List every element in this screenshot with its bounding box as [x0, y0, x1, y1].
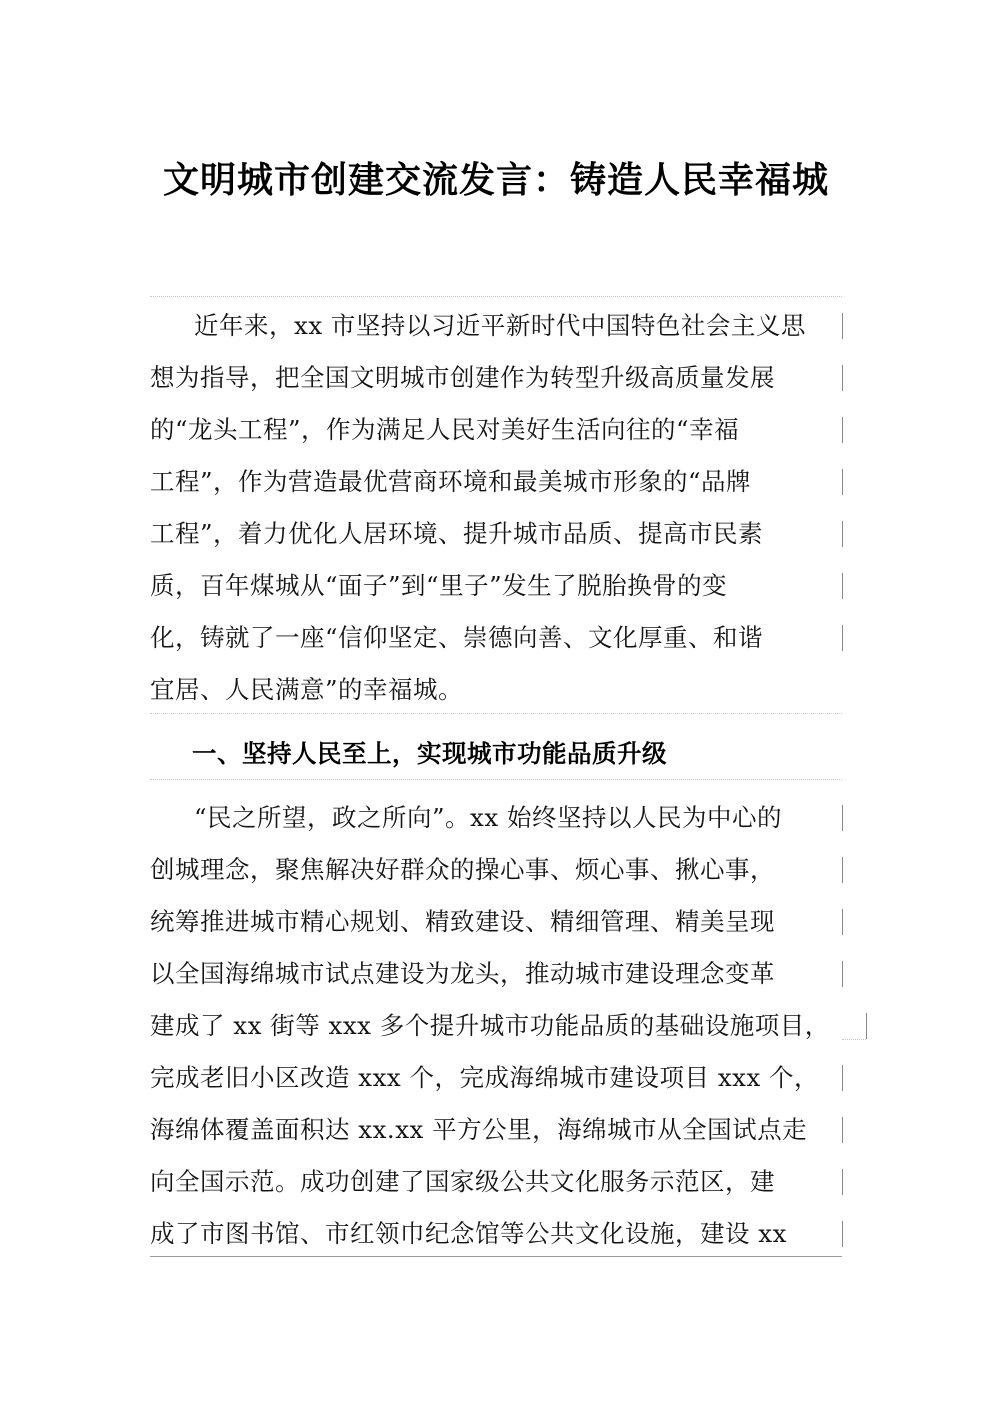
- paragraph-line: 成了市图书馆、市红领巾纪念馆等公共文化设施，建设 xx: [150, 1219, 787, 1248]
- paragraph-line: 近年来，xx 市坚持以习近平新时代中国特色社会主义思: [194, 311, 806, 340]
- section-heading: 一、坚持人民至上，实现城市功能品质升级: [192, 739, 667, 768]
- line-end-mark: [842, 365, 843, 391]
- paragraph-line: 化，铸就了一座“信仰坚定、崇德向善、文化厚重、和谐: [150, 623, 764, 652]
- line-end-mark: [842, 521, 843, 547]
- line-end-mark: [842, 805, 843, 831]
- line-end-mark: [842, 1221, 843, 1247]
- bottom-rule: [150, 1256, 842, 1257]
- margin-guide: [150, 296, 842, 297]
- paragraph-line: 以全国海绵城市试点建设为龙头，推动城市建设理念变革: [150, 959, 775, 988]
- paragraph-line: 建成了 xx 街等 xxx 多个提升城市功能品质的基础设施项目，: [150, 1011, 830, 1040]
- paragraph-line: 宜居、人民满意”的幸福城。: [150, 675, 464, 704]
- paragraph-line: 统筹推进城市精心规划、精致建设、精细管理、精美呈现: [150, 907, 775, 936]
- paragraph-line: 工程”，着力优化人居环境、提升城市品质、提高市民素: [150, 519, 764, 548]
- paragraph-line: 的“龙头工程”，作为满足人民对美好生活向往的“幸福: [150, 415, 740, 444]
- line-end-mark: [866, 1013, 867, 1039]
- line-end-mark: [842, 909, 843, 935]
- line-end-mark: [842, 313, 843, 339]
- line-end-mark: [842, 961, 843, 987]
- line-end-mark: [842, 1117, 843, 1143]
- margin-guide: [150, 779, 842, 780]
- paragraph-line: 完成老旧小区改造 xxx 个，完成海绵城市建设项目 xxx 个，: [150, 1063, 820, 1092]
- paragraph-line: 创城理念，聚焦解决好群众的操心事、烦心事、揪心事，: [150, 855, 775, 884]
- line-end-mark: [842, 417, 843, 443]
- paragraph-line: 海绵体覆盖面积达 xx.xx 平方公里，海绵城市从全国试点走: [150, 1115, 808, 1144]
- paragraph-1: [150, 300, 840, 716]
- paragraph-2: [150, 792, 840, 1260]
- document-title: 文明城市创建交流发言：铸造人民幸福城: [162, 159, 829, 201]
- paragraph-line: 质，百年煤城从“面子”到“里子”发生了脱胎换骨的变: [150, 571, 728, 600]
- line-end-mark: [842, 625, 843, 651]
- line-end-mark: [842, 1065, 843, 1091]
- line-end-mark: [842, 573, 843, 599]
- paragraph-line: 工程”，作为营造最优营商环境和最美城市形象的“品牌: [150, 467, 752, 496]
- line-end-mark: [842, 857, 843, 883]
- paragraph-line: 想为指导，把全国文明城市创建作为转型升级高质量发展: [150, 363, 775, 392]
- margin-guide: [842, 1039, 866, 1040]
- line-end-mark: [842, 1169, 843, 1195]
- line-end-mark: [842, 469, 843, 495]
- paragraph-line: 向全国示范。成功创建了国家级公共文化服务示范区，建: [150, 1167, 775, 1196]
- margin-guide: [150, 713, 842, 714]
- paragraph-line: “民之所望，政之所向”。xx 始终坚持以人民为中心的: [194, 803, 782, 832]
